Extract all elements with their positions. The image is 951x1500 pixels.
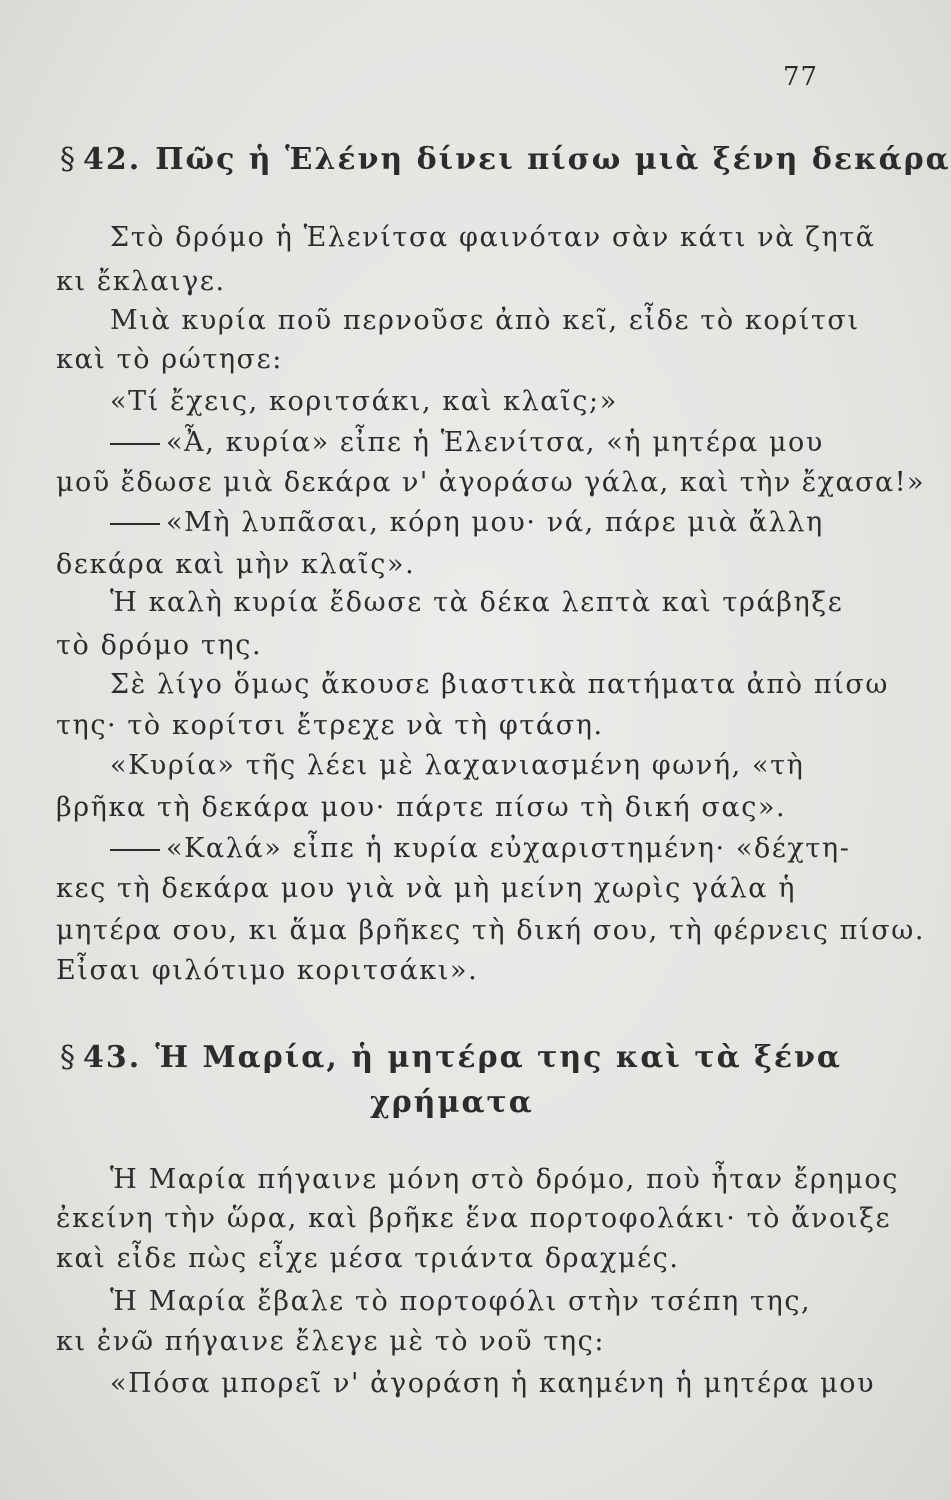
text-line: «Καλά» εἶπε ἡ κυρία εὐχαριστημένη· «δέχτη- — [166, 833, 851, 864]
text-line: Ἡ Μαρία ἔβαλε τὸ πορτοφόλι στὴν τσέπη της, — [110, 1286, 812, 1317]
text-line: Μιὰ κυρία ποῦ περνοῦσε ἀπὸ κεῖ, εἶδε τὸ κορίτσι — [110, 305, 860, 336]
text-line: μητέρα σου, κι ἅμα βρῆκες τὴ δική σου, τὴ φέρνεις πίσω. — [56, 915, 925, 946]
text-line: «Κυρία» τῆς λέει μὲ λαχανιασμένη φωνή, «τὴ — [110, 750, 805, 781]
text-line: μοῦ ἔδωσε μιὰ δεκάρα ν' ἀγοράσω γάλα, καὶ τὴν ἔχασα!» — [56, 467, 925, 498]
text-line: κι ἔκλαιγε. — [56, 266, 226, 297]
text-line: «Πόσα μπορεῖ ν' ἀγοράση ἡ καημένη ἡ μητέρα μου — [110, 1368, 876, 1399]
text-line: «Ἆ, κυρία» εἶπε ἡ Ἑλενίτσα, «ἡ μητέρα μου — [166, 427, 824, 458]
section-43-heading — [60, 1040, 920, 1075]
dialogue-line — [110, 829, 850, 869]
text-line: «Μὴ λυπᾶσαι, κόρη μου· νά, πάρε μιὰ ἄλλη — [166, 507, 824, 538]
text-line: κες τὴ δεκάρα μου γιὰ νὰ μὴ μείνη χωρὶς γάλα ἡ — [56, 873, 797, 904]
text-line: δεκάρα καὶ μὴν κλαῖς». — [56, 549, 416, 580]
text-line: καὶ τὸ ρώτησε: — [56, 344, 283, 375]
text-line: «Τί ἔχεις, κοριτσάκι, καὶ κλαῖς;» — [110, 386, 618, 417]
section-number: 43. — [83, 1040, 142, 1075]
section-number: 42. — [83, 142, 142, 177]
dialogue-line — [110, 423, 824, 463]
text-line: Ἡ καλὴ κυρία ἔδωσε τὰ δέκα λεπτὰ καὶ τράβηξε — [110, 587, 844, 618]
text-line: Εἶσαι φιλότιμο κοριτσάκι». — [56, 955, 479, 986]
dialogue-line — [110, 503, 824, 543]
section-symbol: § — [60, 1040, 77, 1075]
text-line: κι ἐνῶ πήγαινε ἔλεγε μὲ τὸ νοῦ της: — [56, 1326, 606, 1357]
text-line: βρῆκα τὴ δεκάρα μου· πάρτε πίσω τὴ δική σας». — [56, 792, 787, 823]
text-line: της· τὸ κορίτσι ἔτρεχε νὰ τὴ φτάση. — [56, 710, 604, 741]
dash-rule — [110, 523, 160, 525]
section-subtitle: χρήματα — [370, 1085, 534, 1120]
text-line: Ἡ Μαρία πήγαινε μόνη στὸ δρόμο, ποὺ ἦταν ἔρημος — [110, 1164, 899, 1195]
text-line: Στὸ δρόμο ἡ Ἑλενίτσα φαινόταν σὰν κάτι νὰ ζητᾶ — [110, 222, 876, 253]
section-title: Πῶς ἡ Ἑλένη δίνει πίσω μιὰ ξένη δεκάρα — [155, 142, 951, 177]
text-line: Σὲ λίγο ὅμως ἄκουσε βιαστικὰ πατήματα ἀπὸ πίσω — [110, 669, 890, 700]
dash-rule — [110, 849, 160, 851]
text-line: τὸ δρόμο της. — [56, 630, 263, 661]
text-line: καὶ εἶδε πὼς εἶχε μέσα τριάντα δραχμές. — [56, 1243, 680, 1274]
text-line: ἐκείνη τὴν ὥρα, καὶ βρῆκε ἕνα πορτοφολάκι· τὸ ἄνοιξε — [56, 1203, 892, 1234]
section-title: Ἡ Μαρία, ἡ μητέρα της καὶ τὰ ξένα — [155, 1040, 843, 1075]
section-42-heading — [60, 142, 951, 177]
page-number: 77 — [783, 62, 819, 92]
section-symbol: § — [60, 142, 77, 177]
dash-rule — [110, 443, 160, 445]
